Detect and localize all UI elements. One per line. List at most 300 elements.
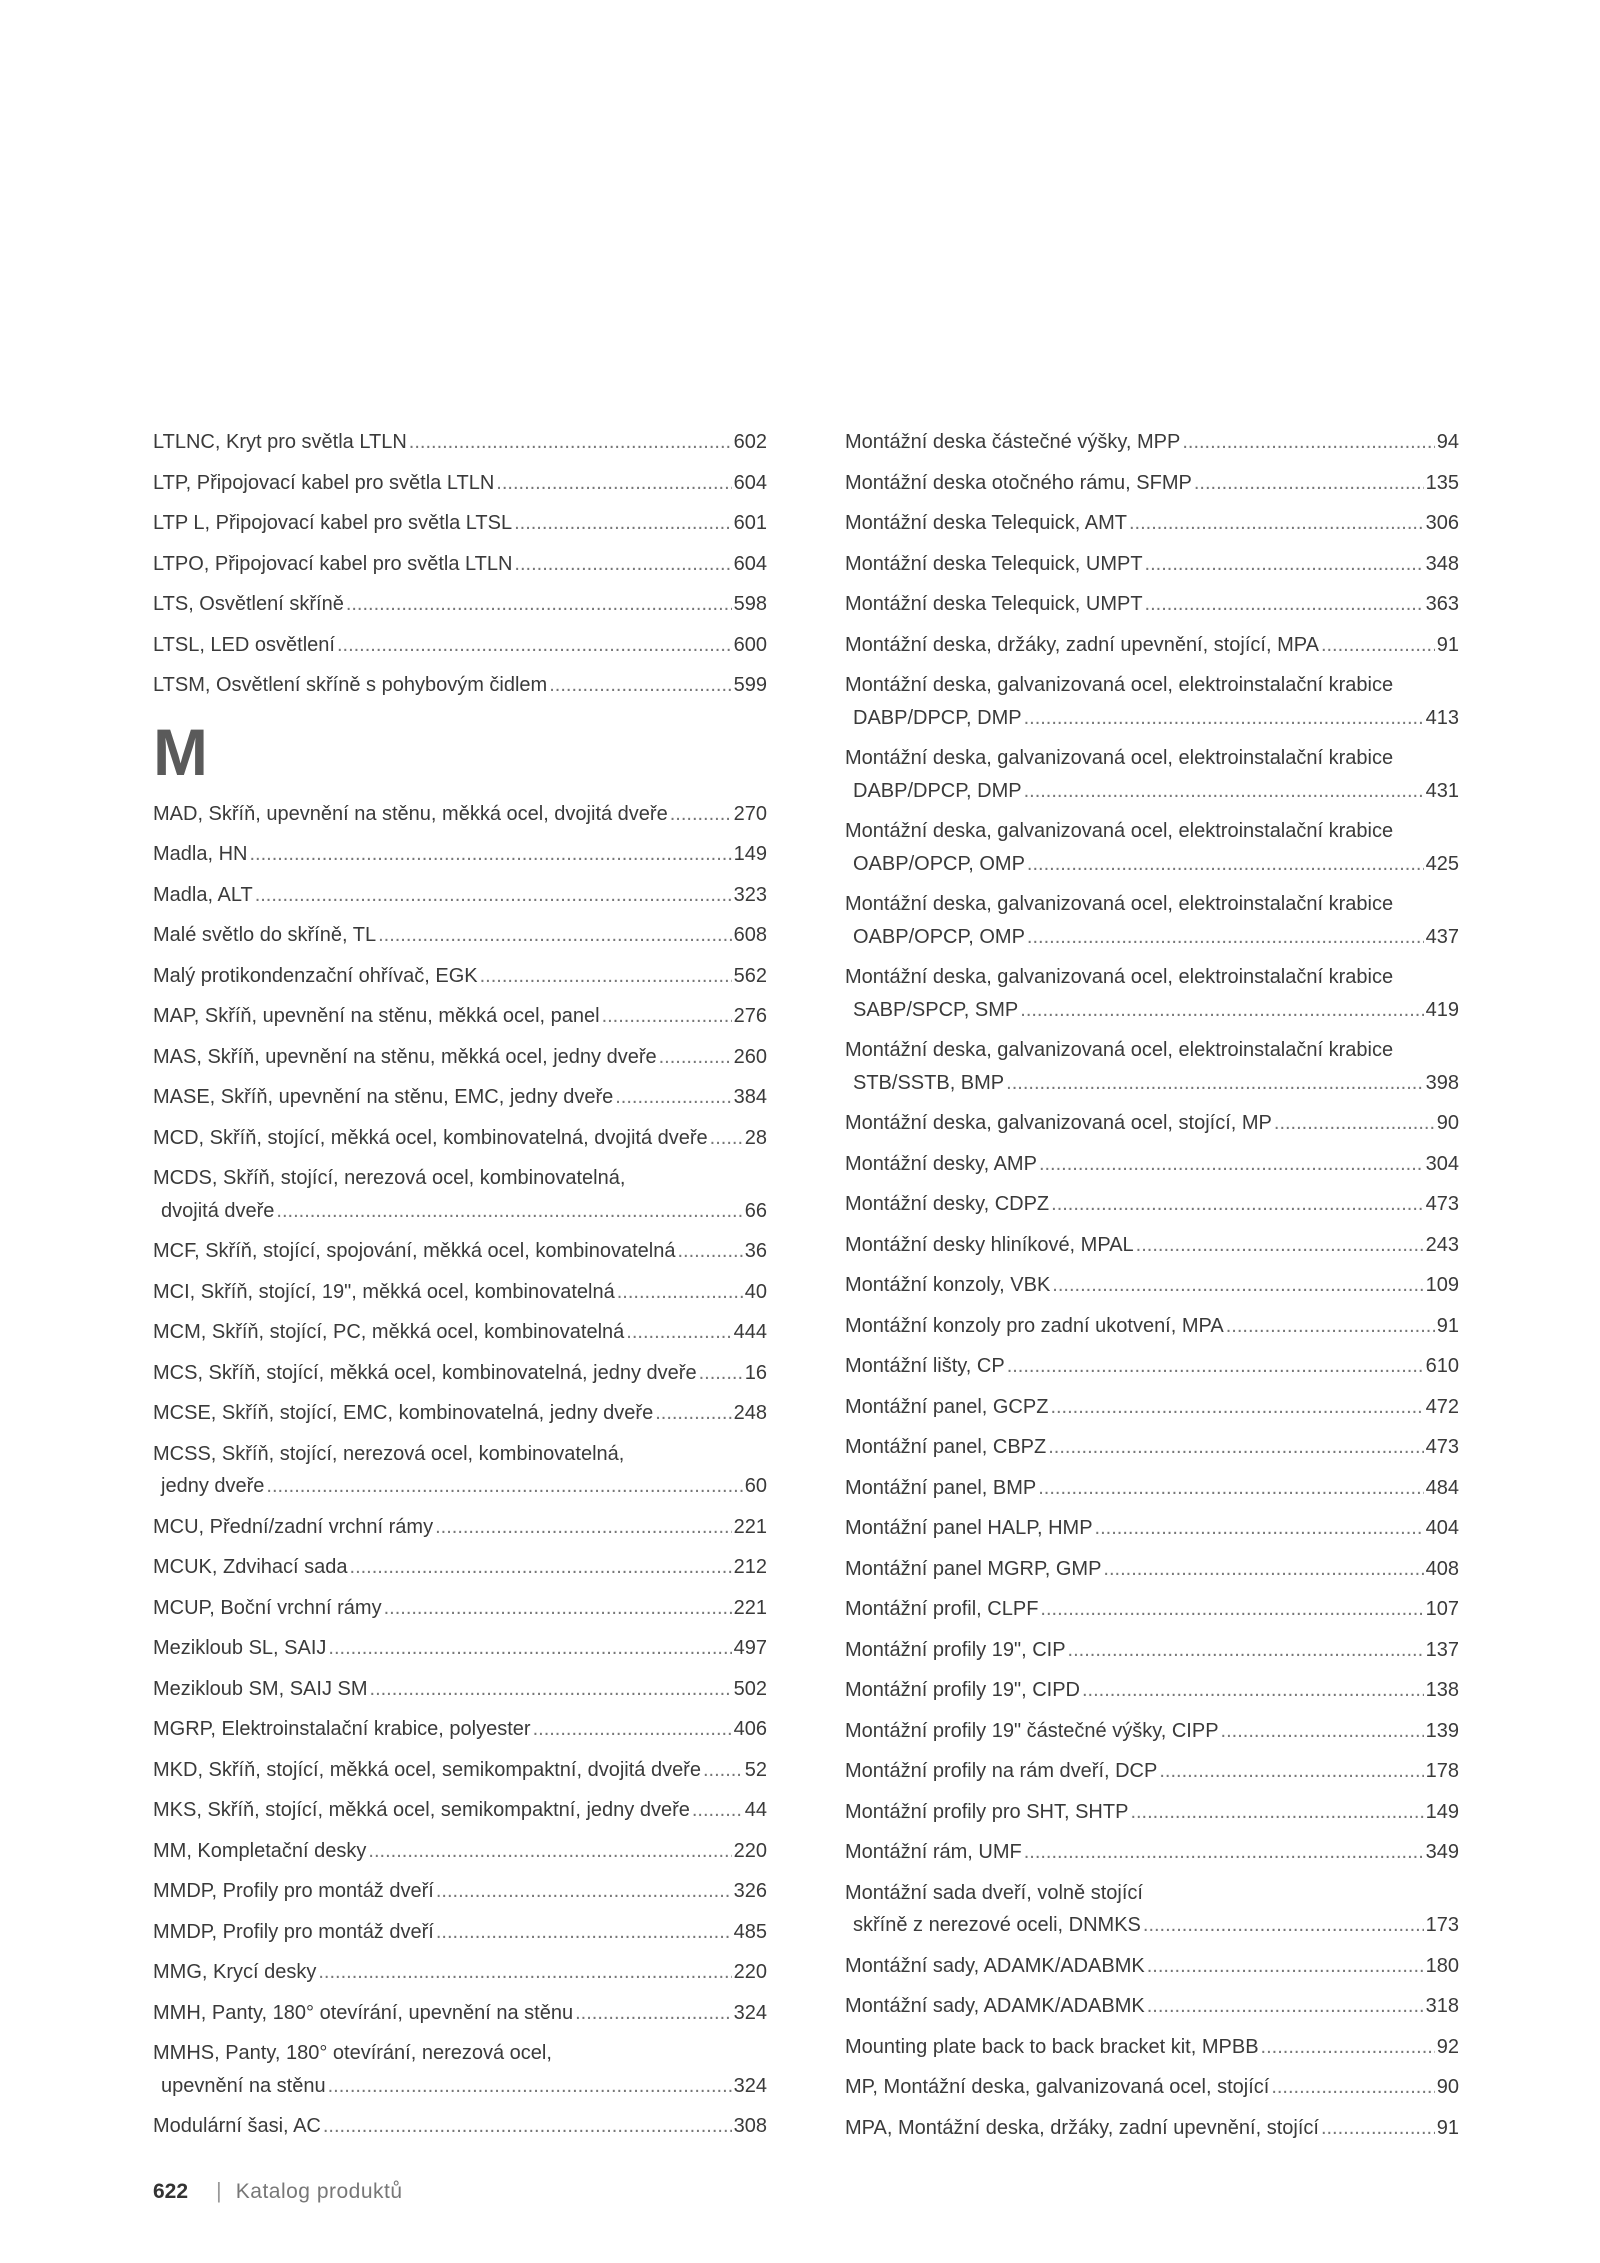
entry-page-number: 600 xyxy=(733,633,767,656)
entry-label: Mezikloub SL, SAIJ xyxy=(153,1637,327,1659)
entry-label: MKS, Skříň, stojící, měkká ocel, semikompaktní, jedny dveře xyxy=(153,1799,690,1821)
index-entry xyxy=(153,1507,767,1548)
entry-page-number: 472 xyxy=(1425,1395,1459,1418)
dot-leader xyxy=(1068,1634,1424,1667)
entry-page-number: 306 xyxy=(1425,512,1459,534)
entry-page-number: 384 xyxy=(733,1086,767,1108)
entry-page-number: 473 xyxy=(1425,1436,1459,1458)
entry-page-number: 212 xyxy=(733,1556,767,1578)
entry-page-number: 137 xyxy=(1425,1638,1459,1661)
entry-label-line2: dvojitá dveře xyxy=(161,1199,275,1222)
entry-label: Montážní deska, galvanizovaná ocel, stojící, MP xyxy=(845,1112,1272,1134)
section-letter: M xyxy=(153,714,208,789)
dot-leader xyxy=(435,1511,732,1544)
dot-leader xyxy=(1147,1990,1424,2023)
entry-label-line1: Montážní deska, galvanizovaná ocel, elektroinstalační krabice xyxy=(845,820,1394,842)
index-entry xyxy=(845,1346,1459,1387)
dot-leader xyxy=(626,1316,731,1349)
entry-page-number: 149 xyxy=(733,843,767,865)
entry-label-line2: skříně z nerezové oceli, DNMKS xyxy=(853,1914,1141,1936)
dot-leader xyxy=(1130,1796,1423,1829)
entry-page-number: 404 xyxy=(1425,1517,1459,1539)
index-entry xyxy=(153,1831,767,1872)
index-entry xyxy=(153,1312,767,1353)
entry-label: MCU, Přední/zadní vrchní rámy xyxy=(153,1515,434,1538)
entry-page-number: 484 xyxy=(1425,1476,1459,1499)
entry-label: MASE, Skříň, upevnění na stěnu, EMC, jedny dveře xyxy=(153,1086,614,1108)
index-entry xyxy=(153,1353,767,1394)
entry-page-number: 91 xyxy=(1436,633,1459,656)
entry-label: Montážní konzoly, VBK xyxy=(845,1274,1051,1296)
dot-leader xyxy=(328,1632,731,1665)
index-entry xyxy=(845,503,1459,544)
entry-page-number: 139 xyxy=(1425,1719,1459,1742)
entry-page-number: 413 xyxy=(1425,706,1459,729)
dot-leader xyxy=(266,1470,742,1503)
dot-leader xyxy=(692,1794,743,1827)
entry-label: Madla, ALT xyxy=(153,883,253,906)
entry-page-number: 52 xyxy=(744,1758,767,1781)
entry-page-number: 444 xyxy=(733,1321,767,1343)
entry-label: LTSM, Osvětlení skříně s pohybovým čidlem xyxy=(153,674,548,696)
dot-leader xyxy=(323,2110,732,2143)
index-entry xyxy=(845,1630,1459,1671)
index-entry xyxy=(153,1272,767,1313)
index-entry xyxy=(153,1912,767,1953)
index-entry xyxy=(845,1225,1459,1266)
entry-label: MCUP, Boční vrchní rámy xyxy=(153,1596,382,1619)
index-entry xyxy=(845,1468,1459,1509)
index-entry xyxy=(845,1751,1459,1792)
dot-leader xyxy=(1321,629,1435,662)
entry-page-number: 178 xyxy=(1425,1760,1459,1782)
index-entry xyxy=(845,1711,1459,1752)
index-entry xyxy=(153,625,767,666)
entry-label: MAS, Skříň, upevnění na stěnu, měkká ocel, jedny dveře xyxy=(153,1045,657,1068)
entry-label: Montážní panel, GCPZ xyxy=(845,1395,1049,1418)
entry-label-line1: Montážní deska, galvanizovaná ocel, elektroinstalační krabice xyxy=(845,966,1394,988)
dot-leader xyxy=(617,1276,743,1309)
dot-leader xyxy=(699,1357,743,1390)
entry-label: LTLNC, Kryt pro světla LTLN xyxy=(153,431,407,453)
entry-label: MP, Montážní deska, galvanizovaná ocel, stojící xyxy=(845,2076,1270,2098)
index-entry xyxy=(845,738,1459,811)
index-entry xyxy=(845,1030,1459,1103)
dot-leader xyxy=(1103,1553,1423,1586)
index-column-left xyxy=(153,422,767,2147)
entry-page-number: 220 xyxy=(733,1839,767,1862)
entry-page-number: 408 xyxy=(1425,1557,1459,1580)
entry-page-number: 602 xyxy=(733,431,767,453)
index-entry xyxy=(153,1588,767,1629)
entry-page-number: 349 xyxy=(1425,1841,1459,1863)
entry-page-number: 363 xyxy=(1425,593,1459,615)
entry-page-number: 323 xyxy=(733,883,767,906)
index-entry xyxy=(153,1709,767,1750)
dot-leader xyxy=(350,1551,732,1584)
entry-label-line1: Montážní deska, galvanizovaná ocel, elektroinstalační krabice xyxy=(845,674,1394,696)
dot-leader xyxy=(1082,1674,1424,1707)
dot-leader xyxy=(659,1041,732,1074)
entry-page-number: 398 xyxy=(1425,1071,1459,1094)
entry-label: Montážní deska, držáky, zadní upevnění, stojící, MPA xyxy=(845,633,1319,656)
entry-page-number: 221 xyxy=(733,1515,767,1538)
dot-leader xyxy=(1129,507,1424,540)
entry-label: MCUK, Zdvihací sada xyxy=(153,1556,348,1578)
index-entry xyxy=(153,1790,767,1831)
entry-label: Montážní sady, ADAMK/ADABMK xyxy=(845,1995,1145,2017)
page-number: 622 xyxy=(153,2180,189,2203)
dot-leader xyxy=(436,1916,732,1949)
index-entry xyxy=(153,2106,767,2147)
entry-page-number: 90 xyxy=(1436,2076,1459,2098)
dot-leader xyxy=(655,1397,731,1430)
index-entry xyxy=(153,996,767,1037)
index-entry xyxy=(153,915,767,956)
index-entry xyxy=(153,1231,767,1272)
entry-label: MKD, Skříň, stojící, měkká ocel, semikompaktní, dvojitá dveře xyxy=(153,1758,701,1781)
entry-page-number: 248 xyxy=(733,1402,767,1424)
entry-page-number: 318 xyxy=(1425,1995,1459,2017)
entry-label-line2: DABP/DPCP, DMP xyxy=(853,706,1022,729)
dot-leader xyxy=(575,1997,732,2030)
index-entry xyxy=(845,422,1459,463)
dot-leader xyxy=(1027,848,1424,881)
dot-leader xyxy=(318,1956,731,1989)
entry-page-number: 502 xyxy=(733,1677,767,1700)
dot-leader xyxy=(1194,467,1424,500)
entry-page-number: 221 xyxy=(733,1596,767,1619)
entry-page-number: 270 xyxy=(733,802,767,825)
index-entry xyxy=(153,1547,767,1588)
entry-page-number: 601 xyxy=(733,512,767,534)
index-entry xyxy=(845,1670,1459,1711)
entry-label: Montážní lišty, CP xyxy=(845,1355,1005,1377)
entry-label: Montážní profily 19", CIP xyxy=(845,1638,1066,1661)
entry-page-number: 324 xyxy=(733,2074,767,2097)
index-entry xyxy=(153,956,767,997)
index-entry xyxy=(845,1265,1459,1306)
entry-label: Modulární šasi, AC xyxy=(153,2115,321,2137)
entry-page-number: 599 xyxy=(733,674,767,696)
entry-page-number: 276 xyxy=(733,1005,767,1027)
entry-label: LTP L, Připojovací kabel pro světla LTSL xyxy=(153,512,513,534)
entry-page-number: 308 xyxy=(733,2115,767,2137)
index-entry xyxy=(845,1387,1459,1428)
entry-label: MMG, Krycí desky xyxy=(153,1961,317,1983)
dot-leader xyxy=(480,960,732,993)
entry-page-number: 304 xyxy=(1425,1152,1459,1175)
entry-label: Montážní konzoly pro zadní ukotvení, MPA xyxy=(845,1314,1224,1337)
index-entry xyxy=(153,1393,767,1434)
index-entry xyxy=(845,1792,1459,1833)
entry-page-number: 92 xyxy=(1436,2035,1459,2058)
entry-label-line2: OABP/OPCP, OMP xyxy=(853,925,1025,948)
index-entry xyxy=(845,2027,1459,2068)
index-entry xyxy=(845,625,1459,666)
dot-leader xyxy=(370,1673,732,1706)
entry-page-number: 431 xyxy=(1425,779,1459,802)
index-entry xyxy=(153,544,767,585)
dot-leader xyxy=(1048,1431,1423,1464)
dot-leader xyxy=(1038,1472,1423,1505)
entry-label-line1: MCSS, Skříň, stojící, nerezová ocel, kombinovatelná, xyxy=(153,1442,625,1465)
index-group-lt xyxy=(153,422,767,706)
entry-label: Montážní profily na rám dveří, DCP xyxy=(845,1760,1158,1782)
entry-label: Montážní panel HALP, HMP xyxy=(845,1517,1093,1539)
entry-page-number: 107 xyxy=(1425,1598,1459,1620)
entry-label: Montážní deska Telequick, AMT xyxy=(845,512,1127,534)
catalog-title: Katalog produktů xyxy=(235,2180,403,2203)
entry-label-line1: MCDS, Skříň, stojící, nerezová ocel, kombinovatelná, xyxy=(153,1167,626,1189)
index-entry xyxy=(153,1871,767,1912)
entry-label-line1: Montážní deska, galvanizovaná ocel, elektroinstalační krabice xyxy=(845,1039,1394,1061)
dot-leader xyxy=(1007,1350,1424,1383)
entry-page-number: 220 xyxy=(733,1961,767,1983)
entry-page-number: 604 xyxy=(733,552,767,575)
index-entry xyxy=(845,2067,1459,2108)
dot-leader xyxy=(1145,548,1424,581)
dot-leader xyxy=(384,1592,732,1625)
index-entry xyxy=(845,1306,1459,1347)
entry-label: Montážní panel MGRP, GMP xyxy=(845,1557,1102,1580)
entry-page-number: 562 xyxy=(733,964,767,987)
index-entry xyxy=(153,1993,767,2034)
entry-label-line2: upevnění na stěnu xyxy=(161,2074,326,2097)
entry-label: MMH, Panty, 180° otevírání, upevnění na stěnu xyxy=(153,2001,574,2024)
dot-leader xyxy=(1052,1269,1423,1302)
entry-label: Mezikloub SM, SAIJ SM xyxy=(153,1677,368,1700)
entry-label: Montážní desky, AMP xyxy=(845,1152,1037,1175)
entry-page-number: 60 xyxy=(744,1475,767,1497)
entry-label-line1: Montážní sada dveří, volně stojící xyxy=(845,1881,1143,1904)
dot-leader xyxy=(1321,2112,1435,2145)
dot-leader xyxy=(1147,1950,1424,1983)
entry-page-number: 149 xyxy=(1425,1800,1459,1823)
entry-label: Montážní deska Telequick, UMPT xyxy=(845,593,1143,615)
index-entry xyxy=(845,463,1459,504)
index-entry xyxy=(153,1750,767,1791)
dot-leader xyxy=(1051,1188,1423,1221)
dot-leader xyxy=(615,1081,731,1114)
entry-label: Montážní sady, ADAMK/ADABMK xyxy=(845,1954,1145,1977)
index-entry xyxy=(845,1589,1459,1630)
index-entry xyxy=(153,794,767,835)
entry-label: MCF, Skříň, stojící, spojování, měkká ocel, kombinovatelná xyxy=(153,1240,676,1262)
dot-leader xyxy=(346,588,732,621)
entry-label: MGRP, Elektroinstalační krabice, polyester xyxy=(153,1718,531,1740)
index-entry xyxy=(153,1077,767,1118)
entry-page-number: 66 xyxy=(744,1199,767,1222)
entry-page-number: 406 xyxy=(733,1718,767,1740)
entry-label: MM, Kompletační desky xyxy=(153,1839,367,1862)
dot-leader xyxy=(1024,1836,1424,1869)
index-entry xyxy=(153,875,767,916)
entry-label: Montážní rám, UMF xyxy=(845,1841,1022,1863)
entry-label: LTP, Připojovací kabel pro světla LTLN xyxy=(153,471,495,494)
entry-label: Montážní panel, CBPZ xyxy=(845,1436,1047,1458)
dot-leader xyxy=(602,1000,732,1033)
dot-leader xyxy=(703,1754,743,1787)
index-entry xyxy=(153,1158,767,1231)
entry-label: Montážní deska částečné výšky, MPP xyxy=(845,431,1181,453)
entry-label-line2: OABP/OPCP, OMP xyxy=(853,852,1025,875)
entry-label: MAD, Skříň, upevnění na stěnu, měkká ocel, dvojitá dveře xyxy=(153,802,668,825)
index-entry xyxy=(153,584,767,625)
entry-page-number: 40 xyxy=(744,1280,767,1303)
entry-page-number: 173 xyxy=(1425,1914,1459,1936)
entry-page-number: 260 xyxy=(733,1045,767,1068)
entry-page-number: 610 xyxy=(1425,1355,1459,1377)
index-entry xyxy=(153,503,767,544)
index-group-m xyxy=(153,794,767,2147)
index-entry xyxy=(845,2108,1459,2149)
entry-label: Malé světlo do skříně, TL xyxy=(153,924,377,946)
entry-label: MAP, Skříň, upevnění na stěnu, měkká ocel, panel xyxy=(153,1005,600,1027)
dot-leader xyxy=(1050,1391,1423,1424)
dot-leader xyxy=(1261,2031,1435,2064)
index-entry xyxy=(153,665,767,706)
dot-leader xyxy=(276,1195,742,1228)
index-entry xyxy=(845,811,1459,884)
entry-label: LTSL, LED osvětlení xyxy=(153,633,335,656)
dot-leader xyxy=(328,2070,732,2103)
dot-leader xyxy=(1159,1755,1423,1788)
dot-leader xyxy=(1274,1107,1435,1140)
dot-leader xyxy=(1182,426,1434,459)
footer-separator: | xyxy=(216,2178,222,2203)
dot-leader xyxy=(1136,1229,1424,1262)
index-entry xyxy=(153,1434,767,1507)
index-entry xyxy=(845,584,1459,625)
entry-label: MMDP, Profily pro montáž dveří xyxy=(153,1920,434,1943)
dot-leader xyxy=(1143,1909,1424,1942)
dot-leader xyxy=(368,1835,731,1868)
index-entry xyxy=(845,1873,1459,1946)
dot-leader xyxy=(1024,702,1424,735)
entry-page-number: 90 xyxy=(1436,1112,1459,1134)
index-entry xyxy=(845,957,1459,1030)
entry-label: MCSE, Skříň, stojící, EMC, kombinovatelná, jedny dveře xyxy=(153,1402,654,1424)
index-entry xyxy=(153,1118,767,1159)
entry-label: Montážní desky, CDPZ xyxy=(845,1193,1050,1215)
dot-leader xyxy=(1024,775,1424,808)
index-entry xyxy=(845,1184,1459,1225)
dot-leader xyxy=(1145,588,1424,621)
dot-leader xyxy=(514,507,732,540)
dot-leader xyxy=(1006,1067,1423,1100)
entry-page-number: 28 xyxy=(744,1126,767,1149)
entry-label: MCI, Skříň, stojící, 19", měkká ocel, kombinovatelná xyxy=(153,1280,615,1303)
index-entry xyxy=(845,1946,1459,1987)
entry-label: Montážní desky hliníkové, MPAL xyxy=(845,1233,1134,1256)
dot-leader xyxy=(496,467,731,500)
index-entry xyxy=(153,1037,767,1078)
entry-label: Montážní panel, BMP xyxy=(845,1476,1037,1499)
dot-leader xyxy=(670,798,732,831)
dot-leader xyxy=(549,669,731,702)
entry-label-line2: STB/SSTB, BMP xyxy=(853,1071,1005,1094)
entry-label: MMDP, Profily pro montáž dveří xyxy=(153,1880,434,1902)
entry-label: Montážní profily 19", CIPD xyxy=(845,1679,1080,1701)
index-entry xyxy=(845,544,1459,585)
entry-label: Mounting plate back to back bracket kit, MPBB xyxy=(845,2035,1259,2058)
entry-label: Madla, HN xyxy=(153,843,248,865)
dot-leader xyxy=(436,1875,732,1908)
entry-label-line2: SABP/SPCP, SMP xyxy=(853,998,1019,1021)
index-entry xyxy=(153,1628,767,1669)
page-footer xyxy=(153,2178,403,2204)
entry-label: Malý protikondenzační ohřívač, EGK xyxy=(153,964,478,987)
dot-leader xyxy=(249,838,731,871)
dot-leader xyxy=(1271,2071,1434,2104)
entry-page-number: 94 xyxy=(1436,431,1459,453)
entry-label: MCM, Skříň, stojící, PC, měkká ocel, kombinovatelná xyxy=(153,1321,625,1343)
entry-page-number: 138 xyxy=(1425,1679,1459,1701)
dot-leader xyxy=(378,919,732,952)
index-entry xyxy=(845,1508,1459,1549)
index-entry xyxy=(845,1144,1459,1185)
entry-label: Montážní profily 19" částečné výšky, CIPP xyxy=(845,1719,1219,1742)
entry-page-number: 135 xyxy=(1425,471,1459,494)
entry-label: Montážní deska Telequick, UMPT xyxy=(845,552,1143,575)
entry-page-number: 91 xyxy=(1436,1314,1459,1337)
entry-label-line1: Montážní deska, galvanizovaná ocel, elektroinstalační krabice xyxy=(845,747,1394,769)
entry-page-number: 243 xyxy=(1425,1233,1459,1256)
index-entry xyxy=(153,2033,767,2106)
entry-page-number: 180 xyxy=(1425,1954,1459,1977)
index-entry xyxy=(845,1103,1459,1144)
dot-leader xyxy=(1020,994,1423,1027)
dot-leader xyxy=(677,1235,742,1268)
dot-leader xyxy=(255,879,732,912)
index-entry xyxy=(153,1952,767,1993)
entry-page-number: 348 xyxy=(1425,552,1459,575)
index-entry xyxy=(153,834,767,875)
index-entry xyxy=(845,1427,1459,1468)
entry-label: MCS, Skříň, stojící, měkká ocel, kombinovatelná, jedny dveře xyxy=(153,1361,697,1384)
entry-page-number: 109 xyxy=(1425,1274,1459,1296)
entry-label-line1: MMHS, Panty, 180° otevírání, nerezová ocel, xyxy=(153,2042,552,2064)
index-entry xyxy=(153,463,767,504)
entry-label: LTS, Osvětlení skříně xyxy=(153,593,344,615)
entry-page-number: 437 xyxy=(1425,925,1459,948)
index-entry xyxy=(845,884,1459,957)
entry-page-number: 326 xyxy=(733,1880,767,1902)
entry-page-number: 473 xyxy=(1425,1193,1459,1215)
index-entry xyxy=(845,665,1459,738)
entry-page-number: 419 xyxy=(1425,998,1459,1021)
dot-leader xyxy=(533,1713,732,1746)
dot-leader xyxy=(514,548,731,581)
dot-leader xyxy=(409,426,732,459)
entry-label: Montážní deska otočného rámu, SFMP xyxy=(845,471,1192,494)
entry-label-line2: DABP/DPCP, DMP xyxy=(853,779,1022,802)
entry-page-number: 91 xyxy=(1436,2116,1459,2139)
entry-label: Montážní profil, CLPF xyxy=(845,1598,1039,1620)
index-group-montazni xyxy=(845,422,1459,2148)
entry-label: Montážní profily pro SHT, SHTP xyxy=(845,1800,1129,1823)
entry-page-number: 608 xyxy=(733,924,767,946)
entry-page-number: 425 xyxy=(1425,852,1459,875)
entry-page-number: 44 xyxy=(744,1799,767,1821)
index-entry xyxy=(153,422,767,463)
entry-label: MCD, Skříň, stojící, měkká ocel, kombinovatelná, dvojitá dveře xyxy=(153,1126,708,1149)
entry-label-line2: jedny dveře xyxy=(161,1475,265,1497)
index-entry xyxy=(845,1986,1459,2027)
entry-page-number: 324 xyxy=(733,2001,767,2024)
entry-page-number: 485 xyxy=(733,1920,767,1943)
